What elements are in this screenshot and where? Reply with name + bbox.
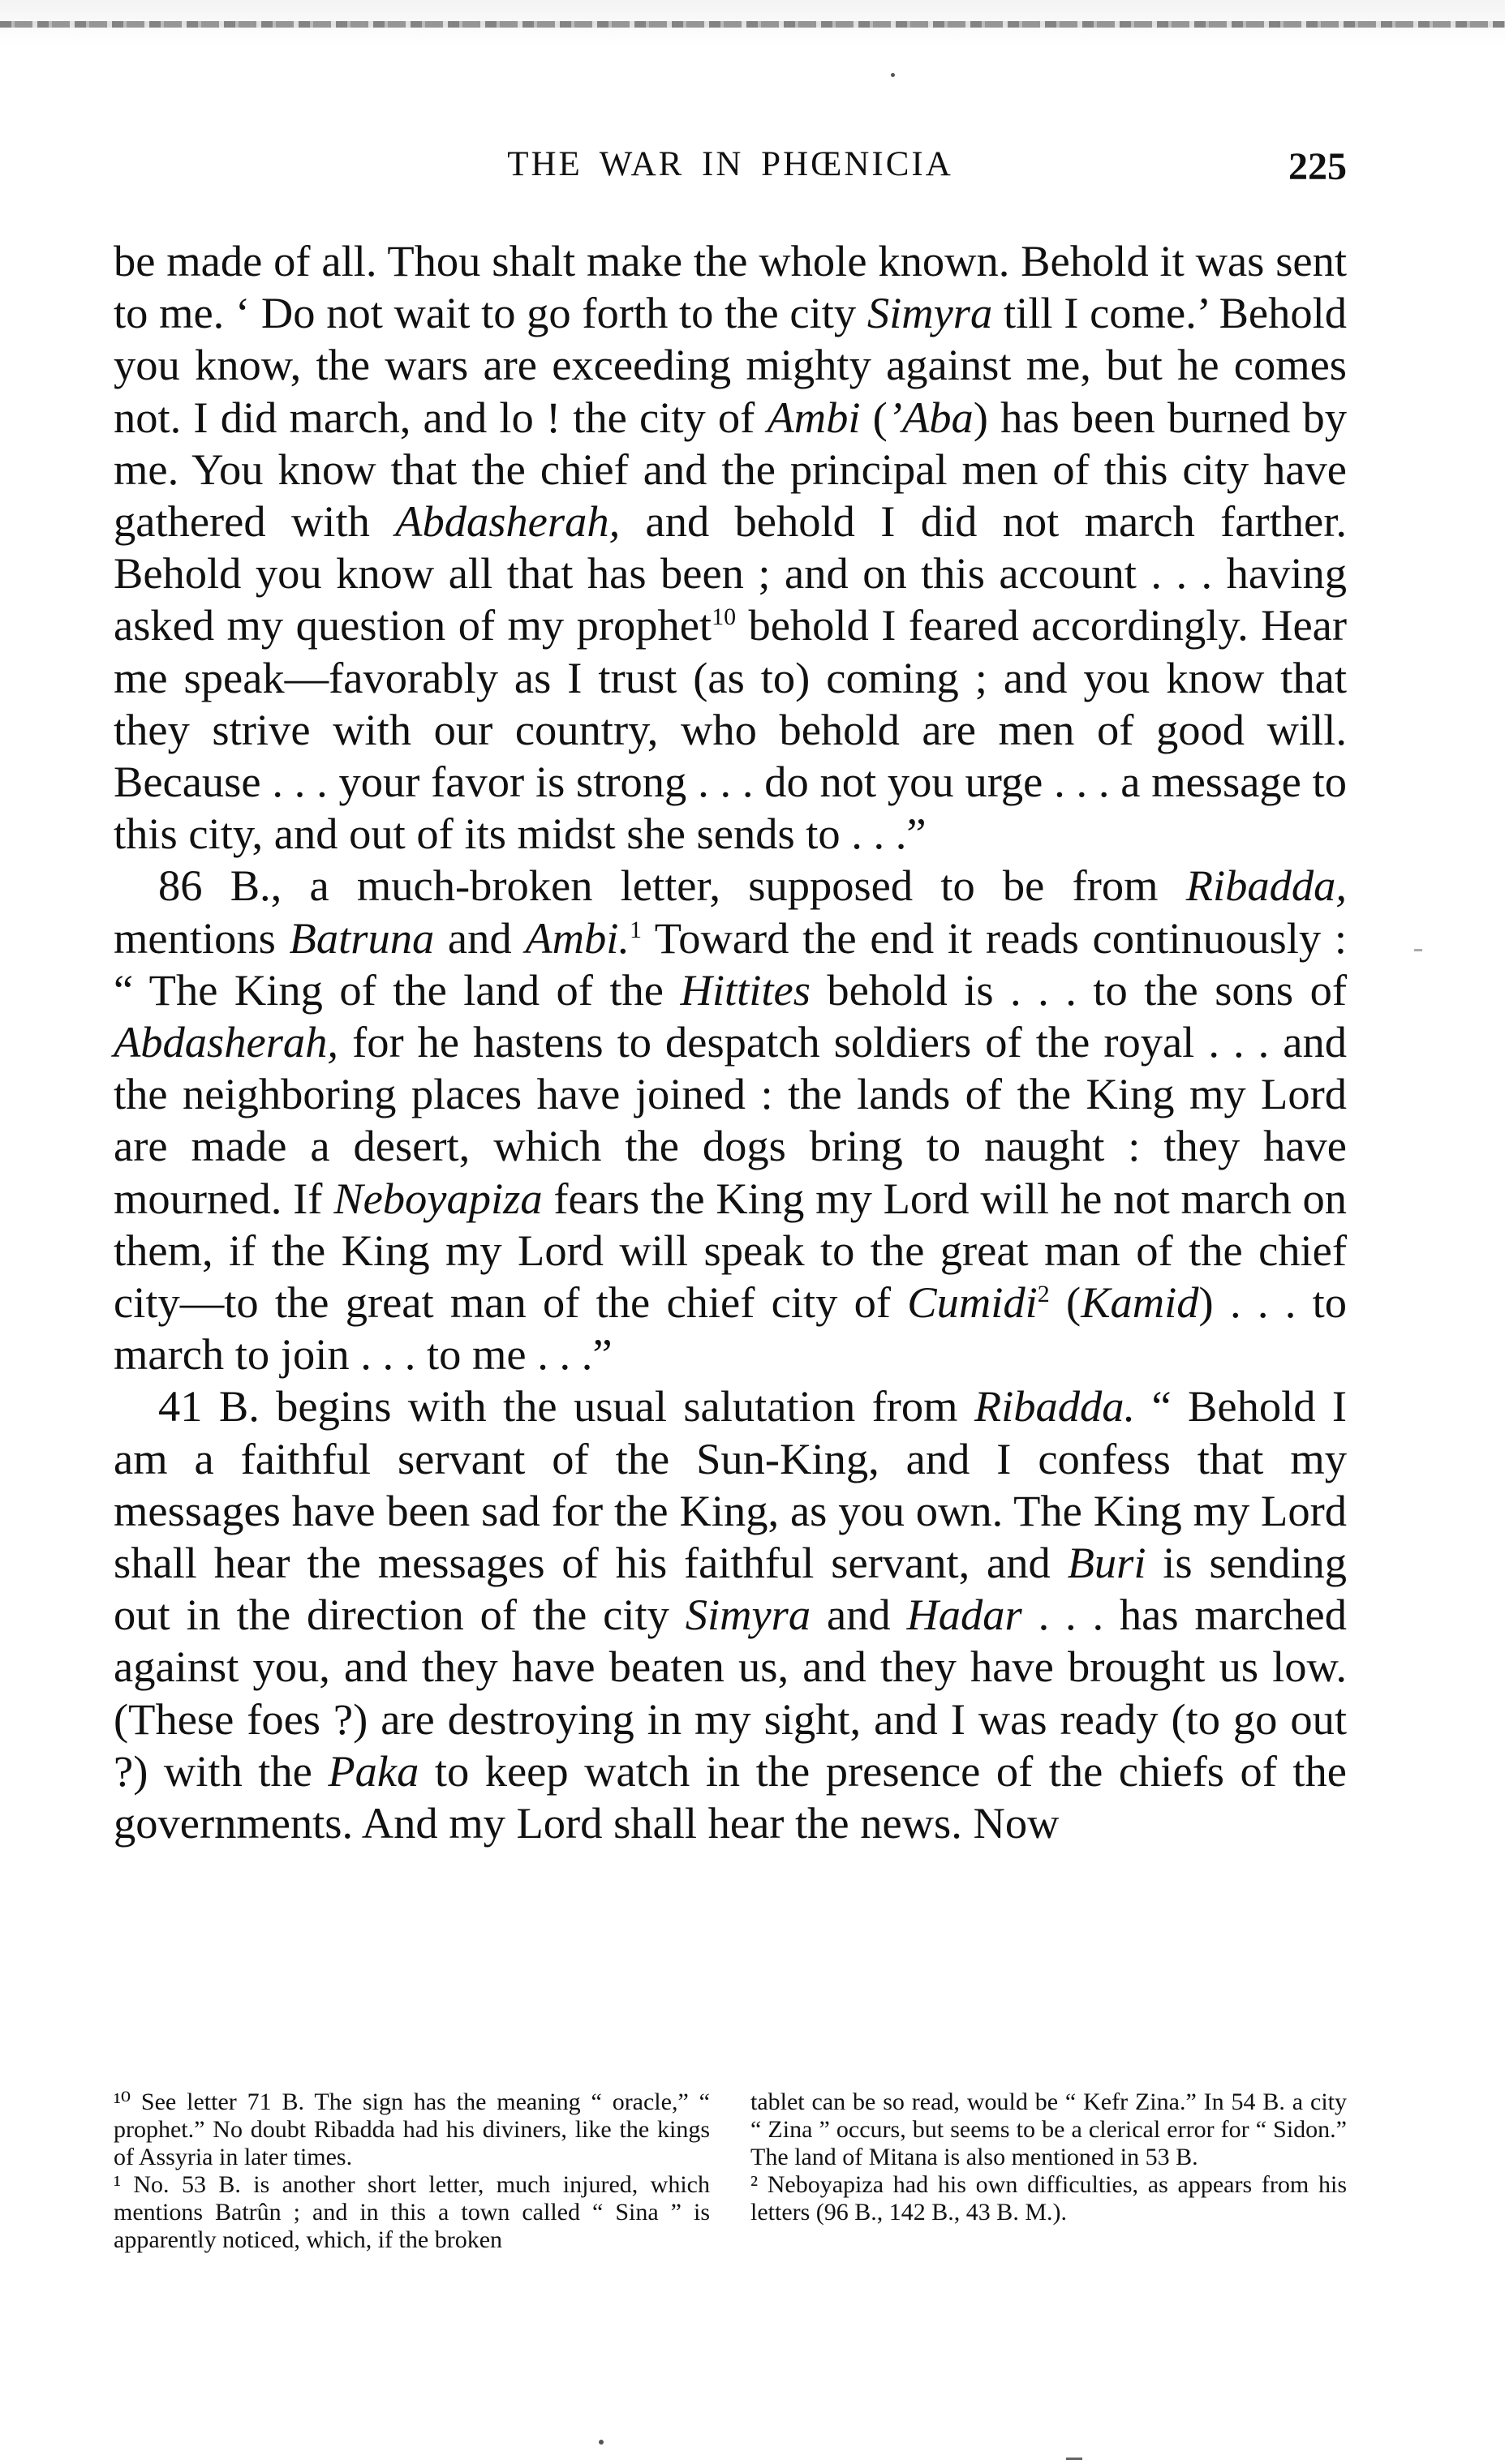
text-run: (	[860, 392, 888, 442]
paragraph	[114, 1380, 1347, 1849]
text-run: Toward the end it reads continuously : “ The King of the land of the	[114, 912, 1347, 1015]
scan-speck	[891, 73, 895, 77]
text-run: fears the King my Lord will he not march on them, if the King my Lord will speak to the great man of the chief city—to the great man of the chief city of	[114, 1173, 1348, 1328]
text-run: “ Behold I am a faithful servant of the Sun-King, and I confess that my messages have been sad for the King, as you own. The King my Lord shall hear the messages of his faithful servant, and	[114, 1381, 1347, 1588]
body-text	[114, 235, 1347, 1849]
footnotes	[114, 2088, 1347, 2254]
text-run: 86 B., a much-broken letter, supposed to be from	[158, 861, 1186, 911]
running-head: THE WAR IN PHŒNICIA	[507, 145, 953, 183]
paragraph	[114, 860, 1347, 1380]
italic-term: Kamid	[1081, 1277, 1199, 1328]
italic-term: Ambi	[767, 392, 861, 442]
text-run: to keep watch in the presence of the chiefs of the governments. And my Lord shall hear the news. Now	[114, 1745, 1347, 1848]
text-run: and behold I did not march farther. Behold you know all that has been ; and on this account . . . having asked my question of my prophet	[114, 496, 1347, 650]
text-run: and	[434, 912, 526, 963]
italic-term: Hittites	[680, 964, 811, 1015]
italic-term: Buri	[1067, 1538, 1146, 1588]
footnote-column-left	[114, 2088, 710, 2254]
text-run: mentions	[114, 912, 290, 963]
footnote-ref: 2	[1037, 1280, 1050, 1307]
footnote: ¹⁰ See letter 71 B. The sign has the meaning “ oracle,” “ prophet.” No doubt Ribadda had his diviners, like the kings of Assyria in later times.	[114, 2088, 710, 2170]
text-run: is sending out in the direction of the city	[114, 1538, 1347, 1640]
footnote: ¹ No. 53 B. is another short letter, much injured, which mentions Batrûn ; and in this a town called “ Sina ” is apparently noticed, which, if the broken	[114, 2171, 710, 2253]
text-run: 41 B. begins with the usual salutation from	[158, 1381, 974, 1432]
footnote-column-right	[750, 2088, 1347, 2254]
italic-term: Neboyapiza	[333, 1173, 543, 1223]
italic-term: Simyra	[685, 1590, 811, 1640]
italic-term: Ribadda,	[1185, 861, 1347, 911]
text-run: ) has been burned by me. You know that the chief and the principal men of this city have gathered with	[114, 392, 1347, 547]
italic-term: Hadar	[906, 1590, 1022, 1640]
text-run: ) . . . to march to join . . . to me . . .”	[114, 1277, 1347, 1380]
text-run: behold is . . . to the sons of	[810, 964, 1347, 1015]
text-run: till I come.’ Behold you know, the wars are exceeding mighty against me, but he comes not. I did march, and lo ! the city of	[114, 288, 1347, 442]
text-run: for he hastens to despatch soldiers of the royal . . . and the neighboring places have joined : the lands of the King my Lord are made a desert, which the dogs bring to naught : they have mourned. If	[114, 1017, 1347, 1223]
text-run: and	[811, 1590, 907, 1640]
scan-border-line	[0, 21, 1505, 28]
italic-term: Cumidi	[907, 1277, 1038, 1328]
text-run: behold I feared accordingly. Hear me speak—favorably as I trust (as to) coming ; and you know that they strive with our country, who behold are men of good will. Because . . . your favor is strong . . . do not you urge . . . a message to this city, and out of its midst she sends to . . .”	[114, 600, 1348, 859]
page-header	[114, 144, 1347, 193]
footnote: tablet can be so read, would be “ Kefr Zina.” In 54 B. a city “ Zina ” occurs, but seems to be a clerical error for “ Sidon.” The land of Mitana is also mentioned in 53 B.	[750, 2088, 1347, 2170]
footnote-ref: 1	[630, 916, 642, 943]
footnote: ² Neboyapiza had his own difficulties, as appears from his letters (96 B., 142 B., 43 B. M.).	[750, 2171, 1347, 2226]
italic-term: Paka	[328, 1745, 419, 1796]
footnote-ref: 10	[712, 603, 737, 631]
scan-speck	[1414, 949, 1422, 951]
italic-term: Abdasherah,	[395, 496, 621, 547]
italic-term: Ribadda.	[974, 1381, 1136, 1432]
page-number: 225	[1288, 145, 1347, 188]
italic-term: Simyra	[866, 288, 993, 338]
paragraph	[114, 235, 1347, 860]
italic-term: Ambi.	[525, 912, 630, 963]
italic-term: ’Aba	[887, 392, 974, 442]
text-run: . . . has marched against you, and they have beaten us, and they have brought us low. (These foes ?) are destroying in my sight, and I was ready (to go out ?) with the	[114, 1590, 1347, 1796]
italic-term: Abdasherah,	[114, 1017, 339, 1067]
scan-speck	[599, 2440, 604, 2445]
text-run: be made of all. Thou shalt make the whole known. Behold it was sent to me. ‘ Do not wait to go forth to the city	[114, 236, 1347, 338]
scan-speck	[1066, 2458, 1082, 2460]
text-run: (	[1049, 1277, 1081, 1328]
italic-term: Batruna	[289, 912, 435, 963]
